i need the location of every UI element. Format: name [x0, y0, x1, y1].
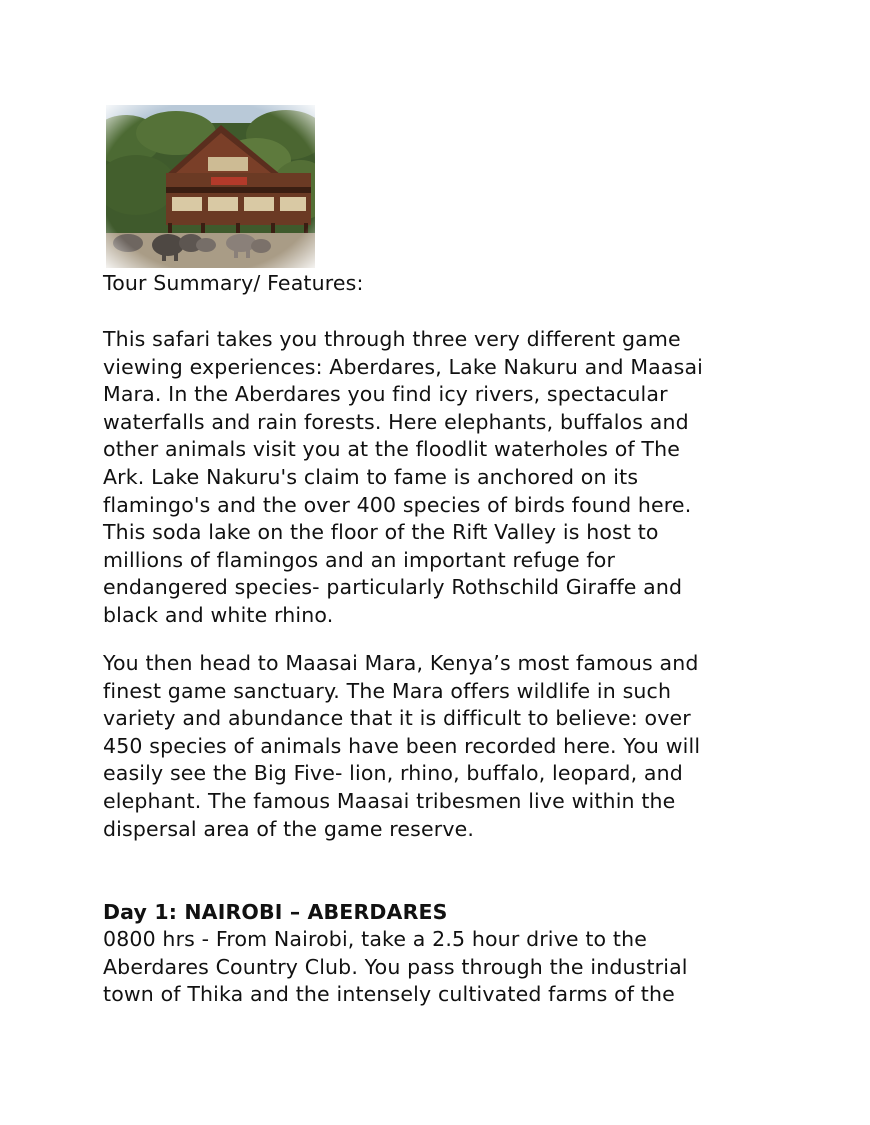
lodge-photo — [106, 105, 315, 268]
paragraph-text: You then head to Maasai Mara, Kenya’s most famous and finest game sanctuary. The Mara offers wildlife in such variety and abundance that it is difficult to believe: over 450 species of animals have been recorded here. You will easily see the Big Five- lion, rhino, buffalo, leopard, and elephant. The famous Maasai tribesmen live within the dispersal area of the game reserve. — [103, 651, 701, 841]
day-heading — [103, 899, 803, 927]
day-description — [103, 926, 803, 1009]
paragraph-intro — [103, 326, 803, 630]
day-heading-text: Day 1: NAIROBI – ABERDARES — [103, 900, 448, 924]
day-description-text: 0800 hrs - From Nairobi, take a 2.5 hour drive to the Aberdares Country Club. You pass through the industrial town of Thika and the intensely cultivated farms of the — [103, 927, 688, 1007]
section-title-text: Tour Summary/ Features: — [103, 271, 364, 295]
section-title — [103, 270, 803, 298]
paragraph-text: This safari takes you through three very different game viewing experiences: Aberdares, Lake Nakuru and Maasai Mara. In the Aberdares you find icy rivers, spectacular waterfalls and rain forests. Here elephants, buffalos and other animals visit you at the floodlit waterholes of The Ark. Lake Nakuru's claim to fame is anchored on its flamingo's and the over 400 species of birds found here. This soda lake on the floor of the Rift Valley is host to millions of flamingos and an important refuge for endangered species- particularly Rothschild Giraffe and black and white rhino. — [103, 327, 703, 627]
paragraph-maasai-mara — [103, 650, 803, 843]
